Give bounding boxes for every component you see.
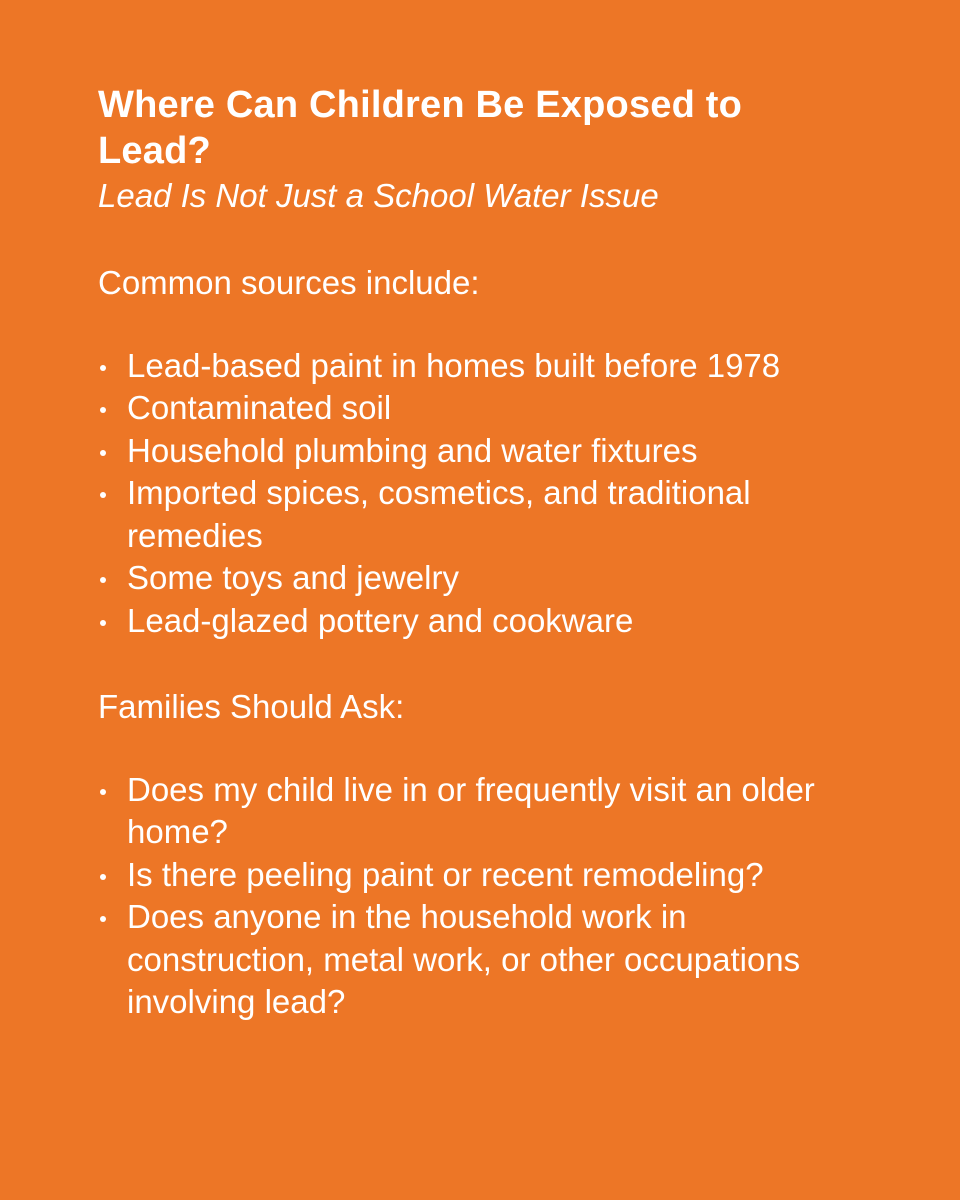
page-subtitle: Lead Is Not Just a School Water Issue bbox=[98, 177, 659, 214]
bullet-dot-icon bbox=[100, 577, 106, 583]
questions-intro: Families Should Ask: bbox=[98, 688, 405, 725]
list-item-text: Imported spices, cosmetics, and traditional remedies bbox=[127, 474, 751, 554]
list-item-text: Does anyone in the household work in construction, metal work, or other occupations involving lead? bbox=[127, 898, 801, 1020]
list-item bbox=[98, 769, 858, 854]
list-item-text: Lead-based paint in homes built before 1978 bbox=[127, 346, 781, 384]
bullet-dot-icon bbox=[100, 874, 106, 880]
page-title: Where Can Children Be Exposed to Lead? bbox=[98, 84, 743, 172]
sources-intro: Common sources include: bbox=[98, 264, 480, 301]
list-item-text: Lead-glazed pottery and cookware bbox=[127, 601, 634, 639]
list-item bbox=[98, 387, 858, 430]
bullet-dot-icon bbox=[100, 789, 106, 795]
list-item bbox=[98, 430, 858, 473]
list-item-text: Household plumbing and water fixtures bbox=[127, 431, 698, 469]
list-item bbox=[98, 854, 858, 897]
list-item-text: Does my child live in or frequently visit an older home? bbox=[127, 770, 815, 850]
bullet-dot-icon bbox=[100, 365, 106, 371]
list-item-text: Contaminated soil bbox=[127, 389, 392, 426]
list-item-text: Some toys and jewelry bbox=[127, 559, 459, 596]
info-card bbox=[98, 82, 858, 1024]
sources-list bbox=[98, 345, 858, 643]
list-item bbox=[98, 345, 858, 388]
bullet-dot-icon bbox=[100, 620, 106, 626]
list-item bbox=[98, 472, 858, 557]
list-item bbox=[98, 557, 858, 600]
list-item-text: Is there peeling paint or recent remodeling? bbox=[127, 855, 764, 893]
list-item bbox=[98, 896, 858, 1024]
bullet-dot-icon bbox=[100, 492, 106, 498]
list-item bbox=[98, 600, 858, 643]
bullet-dot-icon bbox=[100, 450, 106, 456]
bullet-dot-icon bbox=[100, 916, 106, 922]
questions-list bbox=[98, 769, 858, 1024]
bullet-dot-icon bbox=[100, 407, 106, 413]
